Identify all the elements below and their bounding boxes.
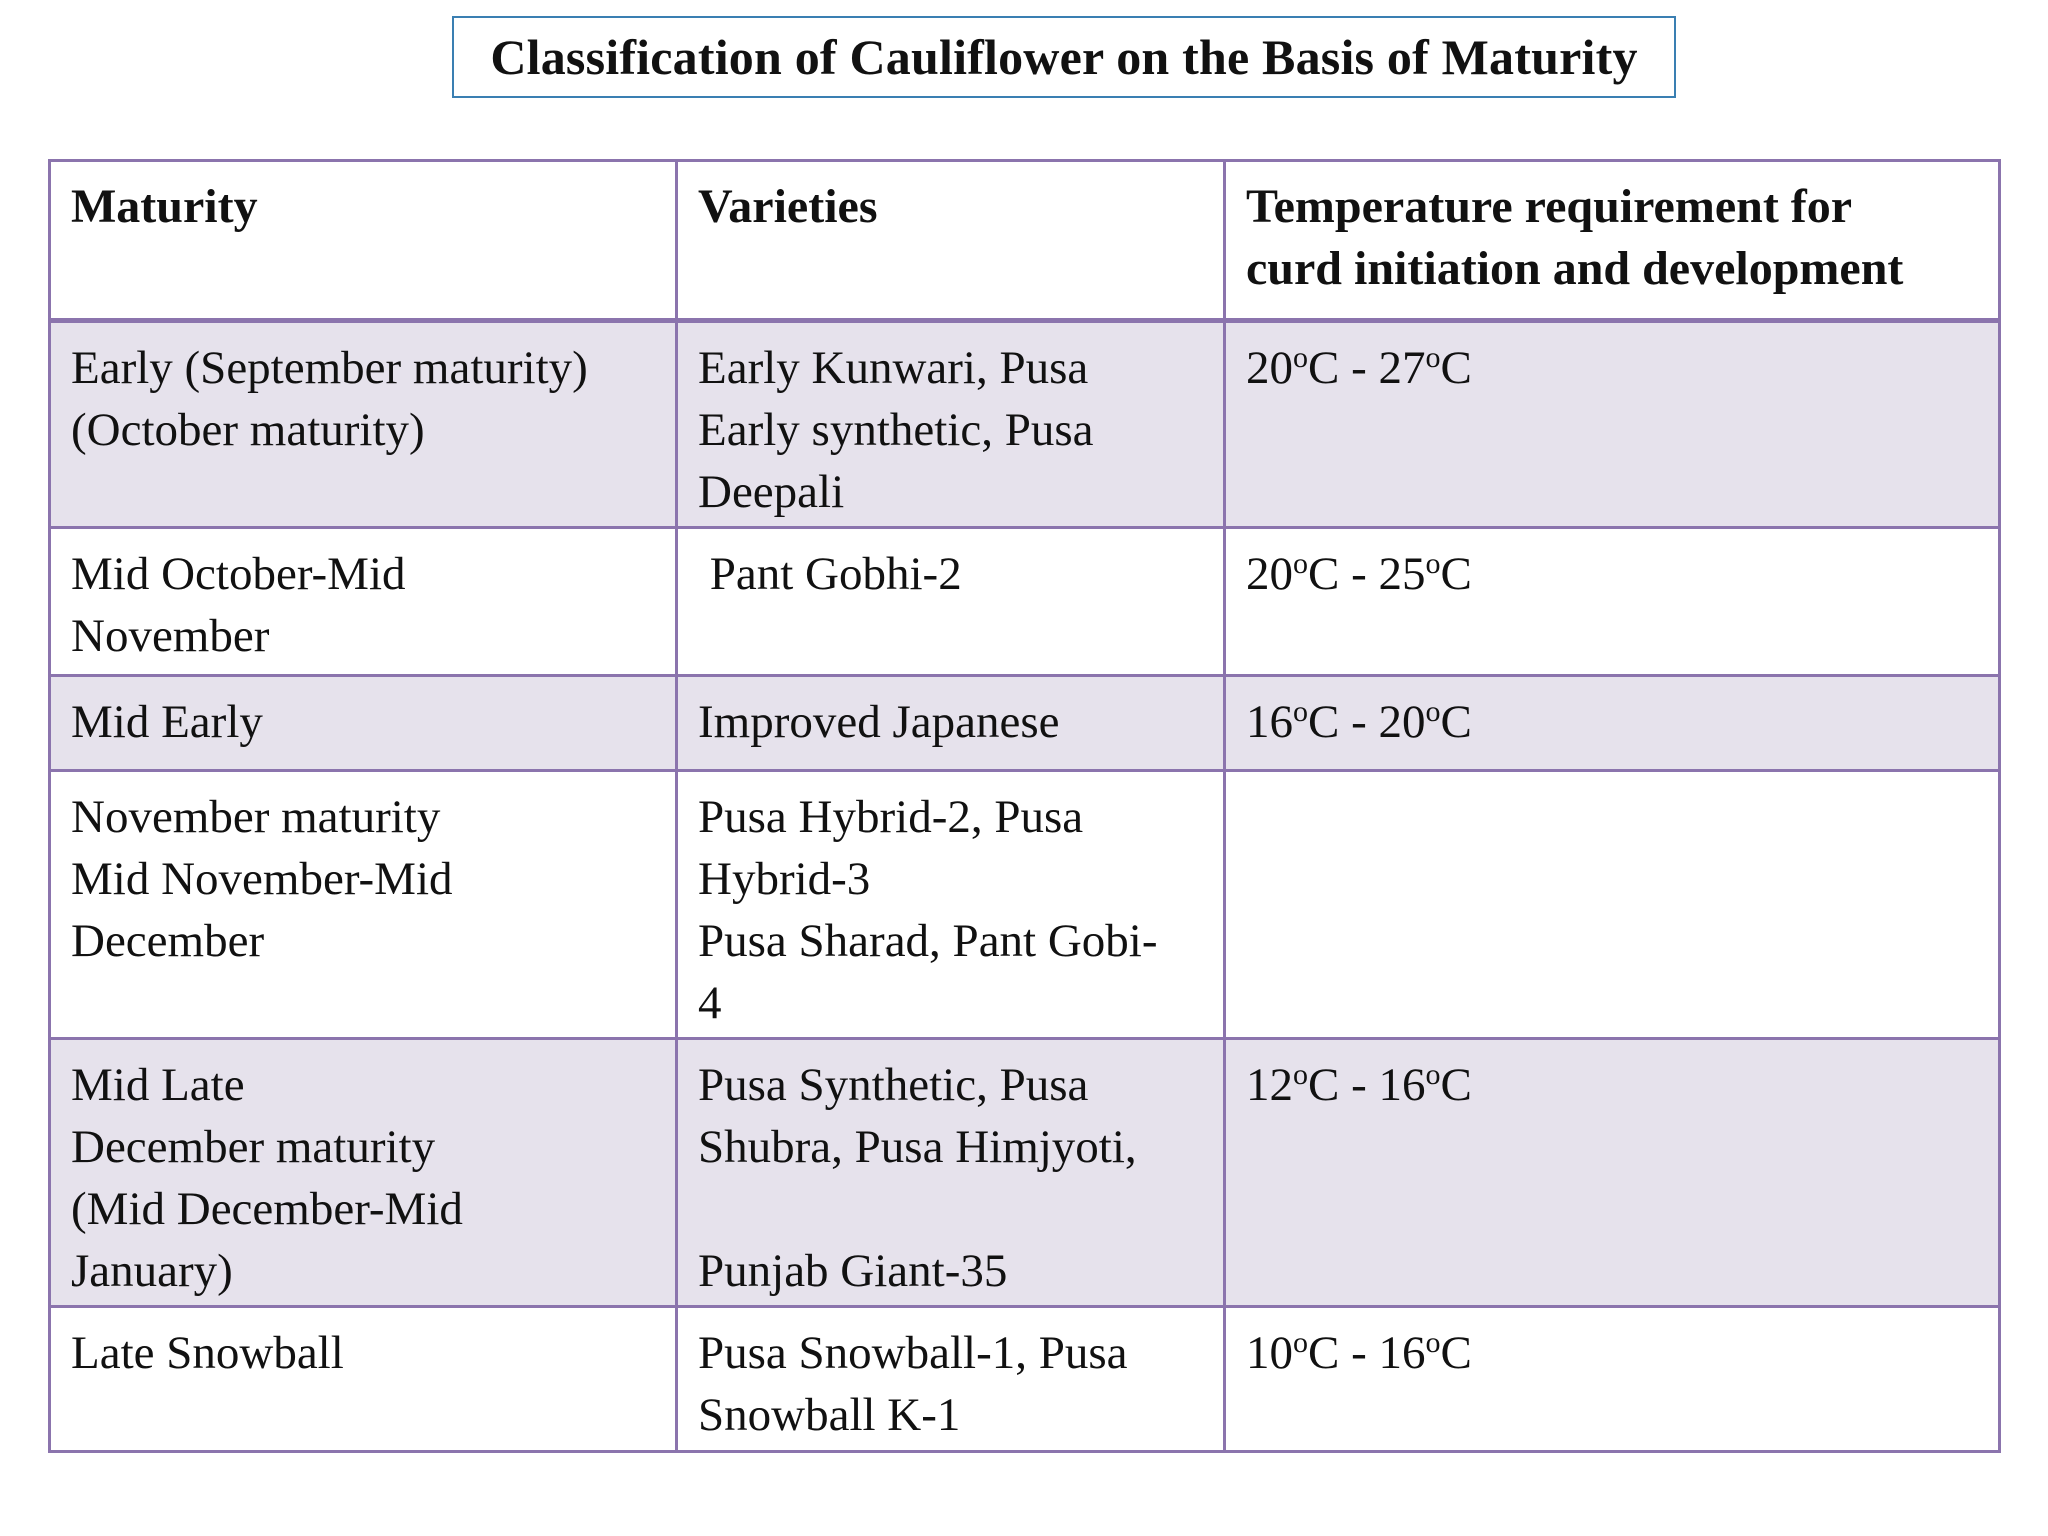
cell-temperature [1225, 676, 2000, 771]
degree-sup: o [1425, 341, 1441, 374]
header-temperature [1225, 161, 2000, 321]
cell-maturity [50, 771, 677, 1039]
temp-low: 16 [1246, 696, 1293, 748]
varieties-line: Pusa Hybrid-2, Pusa [698, 791, 1084, 843]
header-temperature-line-1: Temperature requirement for [1246, 180, 1853, 233]
varieties-line: 4 [698, 977, 722, 1029]
temp-unit: C [1440, 696, 1472, 748]
maturity-line: (Mid December-Mid [71, 1183, 463, 1235]
temp-low: 12 [1246, 1059, 1293, 1111]
cell-varieties [677, 528, 1225, 676]
table-row [50, 771, 2000, 1039]
maturity-line: Late Snowball [71, 1327, 344, 1379]
cell-varieties [677, 676, 1225, 771]
temp-unit: C [1440, 548, 1472, 600]
table-row [50, 676, 2000, 771]
cell-varieties [677, 1307, 1225, 1452]
table-row [50, 1307, 2000, 1452]
cell-temperature [1225, 321, 2000, 528]
varieties-line: Improved Japanese [698, 696, 1060, 748]
maturity-line: Mid November-Mid [71, 853, 453, 905]
temp-high: 16 [1378, 1327, 1426, 1379]
temp-unit: C [1308, 696, 1340, 748]
maturity-line: January) [71, 1245, 233, 1297]
cell-temperature [1225, 1307, 2000, 1452]
temp-sep: - [1339, 548, 1379, 600]
maturity-line: November maturity [71, 791, 441, 843]
maturity-line: (October maturity) [71, 404, 425, 456]
maturity-line: November [71, 610, 270, 662]
temp-low: 20 [1246, 548, 1293, 600]
degree-sup: o [1293, 1326, 1308, 1359]
header-temperature-line-2: curd initiation and development [1246, 242, 1904, 295]
table-header-row [50, 161, 2000, 321]
maturity-line: Mid Late [71, 1059, 245, 1111]
cell-maturity [50, 1039, 677, 1307]
temp-high: 20 [1378, 696, 1426, 748]
varieties-line: Deepali [698, 466, 845, 518]
varieties-line: Pant Gobhi-2 [698, 548, 962, 600]
temp-unit: C [1308, 1059, 1340, 1111]
temp-unit: C [1308, 1327, 1340, 1379]
temp-unit: C [1308, 342, 1340, 394]
temp-sep: - [1339, 1059, 1379, 1111]
degree-sup: o [1425, 547, 1441, 580]
temp-unit: C [1440, 1327, 1472, 1379]
temp-low: 20 [1246, 342, 1293, 394]
varieties-line: Hybrid-3 [698, 853, 871, 905]
temp-unit: C [1308, 548, 1340, 600]
degree-sup: o [1293, 1058, 1308, 1091]
degree-sup: o [1425, 1326, 1441, 1359]
header-varieties: Varieties [677, 161, 1225, 321]
varieties-line: Snowball K-1 [698, 1389, 961, 1441]
temp-unit: C [1440, 342, 1472, 394]
cell-temperature [1225, 1039, 2000, 1307]
temp-high: 16 [1378, 1059, 1426, 1111]
temp-high: 27 [1378, 342, 1426, 394]
temp-sep: - [1339, 342, 1379, 394]
varieties-line: Pusa Sharad, Pant Gobi- [698, 915, 1158, 967]
page-title-text: Classification of Cauliflower on the Basis of Maturity [490, 29, 1638, 85]
maturity-line: December [71, 915, 265, 967]
temp-low: 10 [1246, 1327, 1293, 1379]
temp-sep: - [1339, 696, 1379, 748]
degree-sup: o [1425, 1058, 1441, 1091]
maturity-classification-table [48, 159, 2001, 1453]
table-row [50, 321, 2000, 528]
varieties-line: Punjab Giant-35 [698, 1245, 1008, 1297]
temp-sep: - [1339, 1327, 1379, 1379]
varieties-line: Pusa Synthetic, Pusa [698, 1059, 1089, 1111]
maturity-line: December maturity [71, 1121, 436, 1173]
maturity-line: Mid Early [71, 696, 263, 748]
degree-sup: o [1293, 547, 1308, 580]
cell-temperature [1225, 528, 2000, 676]
temp-high: 25 [1378, 548, 1426, 600]
degree-sup: o [1293, 341, 1308, 374]
degree-sup: o [1293, 695, 1308, 728]
temp-unit: C [1440, 1059, 1472, 1111]
table-row [50, 1039, 2000, 1307]
cell-maturity [50, 528, 677, 676]
header-maturity: Maturity [50, 161, 677, 321]
table-row [50, 528, 2000, 676]
cell-varieties [677, 321, 1225, 528]
page-title [452, 16, 1676, 98]
varieties-line: Pusa Snowball-1, Pusa [698, 1327, 1128, 1379]
maturity-line: Early (September maturity) [71, 342, 588, 394]
cell-maturity [50, 1307, 677, 1452]
varieties-line: Early synthetic, Pusa [698, 404, 1094, 456]
degree-sup: o [1425, 695, 1441, 728]
cell-varieties [677, 1039, 1225, 1307]
cell-temperature [1225, 771, 2000, 1039]
cell-varieties [677, 771, 1225, 1039]
varieties-blank-line [698, 1178, 1203, 1240]
cell-maturity [50, 676, 677, 771]
maturity-line: Mid October-Mid [71, 548, 406, 600]
cell-maturity [50, 321, 677, 528]
varieties-line: Shubra, Pusa Himjyoti, [698, 1121, 1137, 1173]
varieties-line: Early Kunwari, Pusa [698, 342, 1089, 394]
